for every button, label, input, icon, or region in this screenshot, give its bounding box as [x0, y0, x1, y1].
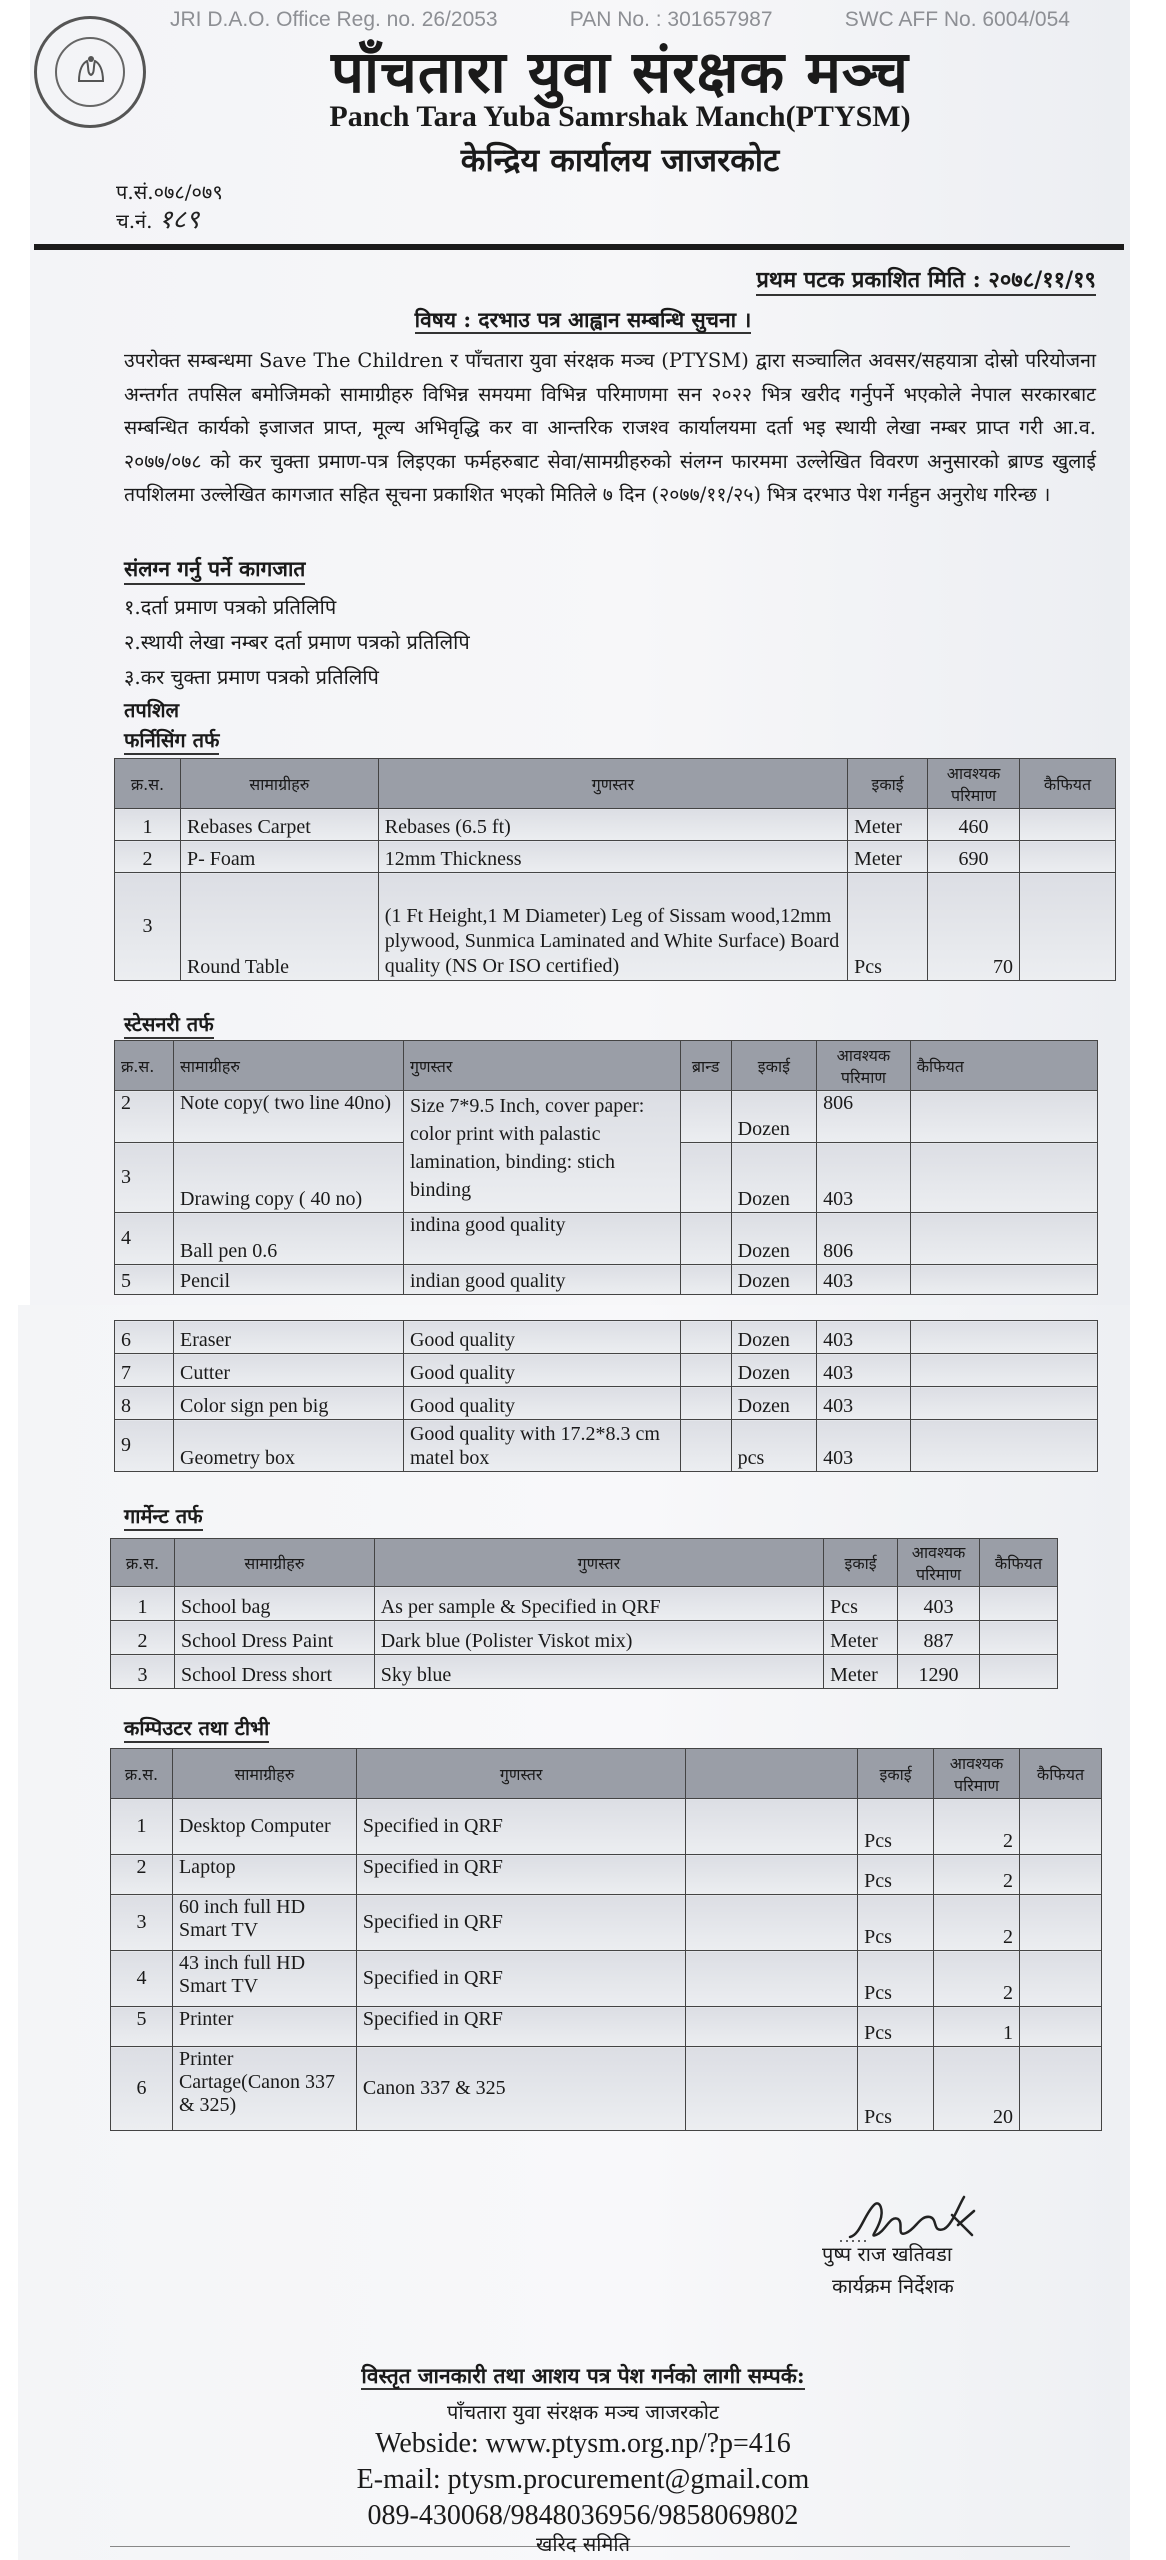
cell-sn: 2 [111, 1855, 173, 1895]
cell-brand [680, 1091, 731, 1143]
cell-qty: 403 [817, 1265, 911, 1295]
table-row [115, 809, 1116, 841]
cell-quality: Dark blue (Polister Viskot mix) [374, 1621, 823, 1655]
col-item: सामाग्रीहरु [172, 1749, 356, 1799]
tapsil-label: तपशिल [124, 698, 180, 722]
cell-qty: 403 [817, 1321, 911, 1354]
cell-quality: Specified in QRF [356, 2007, 686, 2047]
col-unit: इकाई [858, 1749, 934, 1799]
notice-body: उपरोक्त सम्बन्धमा Save The Children र पाँचतारा युवा संरक्षक मञ्च (PTYSM) द्वारा सञ्चालित अवसर/सहयात्रा दोस्रो परियोजना अन्तर्गत तपसिल बमोजिमको सामाग्रीहरु विभिन्न समयमा विभिन्न परिमाणमा सन २०२२ भित्र खरीद गर्नुपर्ने भएकोले नेपाल सरकारबाट सम्बन्धित कार्यको इजाजत प्राप्त, मूल्य अभिवृद्धि कर वा आन्तरिक राजश्व कार्यालयमा दर्ता भइ स्थायी लेखा नम्बर प्राप्त गरी आ.व. २०७७/०७८ को कर चुक्ता प्रमाण-पत्र लिइएका फर्महरुबाट सेवा/सामग्रीहरुको संलग्न फारममा उल्लेखित विवरण अनुसारको ब्राण्ड खुलाई तपशिलमा उल्लेखित कागजात सहित सूचना प्रकाशित भएको मितिले ७ दिन (२०७७/११/२५) भित्र दरभाउ पेश गर्नहुन अनुरोध गरिन्छ । [124, 349, 1096, 506]
cell-qty: 2 [934, 1855, 1020, 1895]
table-header-row [111, 1539, 1058, 1587]
col-item: सामाग्रीहरु [174, 1539, 374, 1587]
table-row [115, 1213, 1098, 1265]
cell-remark [910, 1265, 1097, 1295]
cell-remark [1020, 1799, 1102, 1855]
cell-item: Printer [172, 2007, 356, 2047]
reg-office: JRI D.A.O. Office Reg. no. 26/2053 [170, 8, 498, 31]
cell-sn: 3 [115, 1143, 174, 1213]
cell-sn: 2 [115, 1091, 174, 1143]
cell-unit: Pcs [858, 1799, 934, 1855]
table-row [111, 1895, 1102, 1951]
cell-quality: As per sample & Specified in QRF [374, 1587, 823, 1621]
col-sn: क्र.स. [111, 1749, 173, 1799]
cell-remark [910, 1213, 1097, 1265]
cell-unit: Dozen [731, 1387, 816, 1420]
col-sn: क्र.स. [115, 1041, 174, 1091]
cell-sn: 6 [115, 1321, 174, 1354]
cell-qty: 403 [898, 1587, 980, 1621]
col-quality: गुणस्तर [403, 1041, 680, 1091]
cell-blank [686, 2007, 858, 2047]
pan-number: PAN No. : 301657987 [569, 8, 773, 31]
cell-qty: 403 [817, 1387, 911, 1420]
cell-unit: Pcs [858, 1855, 934, 1895]
table-header-row [115, 759, 1116, 809]
cell-blank [686, 1799, 858, 1855]
cell-quality: Specified in QRF [356, 1799, 686, 1855]
cell-item: P- Foam [180, 841, 378, 873]
cn-line [116, 206, 223, 235]
col-quality: गुणस्तर [374, 1539, 823, 1587]
cell-unit: Dozen [731, 1213, 816, 1265]
cell-remark [910, 1420, 1097, 1472]
cell-qty: 887 [898, 1621, 980, 1655]
signatory-name: पुष्प राज खतिवडा [822, 2242, 953, 2266]
cell-item: Note copy( two line 40no) [174, 1091, 404, 1143]
table-row [115, 1265, 1098, 1295]
cell-remark [1020, 1895, 1102, 1951]
swc-number: SWC AFF No. 6004/054 [844, 8, 1070, 31]
cell-qty: 70 [928, 873, 1020, 981]
cell-quality: Specified in QRF [356, 1951, 686, 2007]
cell-item: Eraser [174, 1321, 404, 1354]
cell-qty: 690 [928, 841, 1020, 873]
signatory-title: कार्यक्रम निर्देशक [832, 2274, 954, 2298]
cell-unit: Meter [824, 1621, 898, 1655]
table-row [115, 1354, 1098, 1387]
cell-item: School Dress Paint [174, 1621, 374, 1655]
cell-brand [680, 1213, 731, 1265]
cell-qty: 1 [934, 2007, 1020, 2047]
cell-sn: 3 [115, 873, 181, 981]
cell-qty: 2 [934, 1951, 1020, 2007]
col-blank [686, 1749, 858, 1799]
cell-brand [680, 1354, 731, 1387]
notice-subject [0, 306, 1166, 334]
cell-sn: 7 [115, 1354, 174, 1387]
cell-item: Printer Cartage(Canon 337 & 325) [172, 2047, 356, 2131]
reference-numbers [116, 178, 223, 235]
col-unit: इकाई [824, 1539, 898, 1587]
contact-phone: 089-430068/9848036956/9858069802 [367, 2500, 799, 2531]
subject-text: विषय : दरभाउ पत्र आह्वान सम्बन्धि सुचना । [414, 307, 752, 332]
ps-number: प.सं.०७८/०७९ [116, 180, 223, 204]
cell-sn: 3 [111, 1655, 175, 1689]
col-sn: क्र.स. [115, 759, 181, 809]
col-remark: कैफियत [1020, 759, 1116, 809]
cell-quality: Good quality [403, 1321, 680, 1354]
cell-brand [680, 1420, 731, 1472]
col-unit: इकाई [731, 1041, 816, 1091]
col-item: सामाग्रीहरु [174, 1041, 404, 1091]
col-quality: गुणस्तर [378, 759, 847, 809]
cell-item: Laptop [172, 1855, 356, 1895]
cell-sn: 1 [115, 809, 181, 841]
hands-icon [73, 53, 109, 89]
table-row [115, 1321, 1098, 1354]
cell-unit: Pcs [858, 1951, 934, 2007]
table-row [111, 1855, 1102, 1895]
cell-quality: indian good quality [403, 1265, 680, 1295]
table-row [115, 841, 1116, 873]
cell-sn: 5 [111, 2007, 173, 2047]
col-qty: आवश्यक परिमाण [817, 1041, 911, 1091]
cell-remark [910, 1387, 1097, 1420]
cell-item: Pencil [174, 1265, 404, 1295]
cell-quality: Good quality [403, 1387, 680, 1420]
cell-unit: Pcs [858, 2047, 934, 2131]
cell-sn: 2 [115, 841, 181, 873]
table-row [115, 1091, 1098, 1143]
cell-remark [980, 1621, 1058, 1655]
col-quality: गुणस्तर [356, 1749, 686, 1799]
organization-logo [34, 16, 146, 128]
cell-sn: 6 [111, 2047, 173, 2131]
cell-item: Drawing copy ( 40 no) [174, 1143, 404, 1213]
cell-qty: 806 [817, 1213, 911, 1265]
cell-unit: Meter [848, 809, 928, 841]
garment-label: गार्मेन्ट तर्फ [124, 1502, 203, 1531]
cell-brand [680, 1265, 731, 1295]
cell-sn: 4 [115, 1213, 174, 1265]
cell-sn: 4 [111, 1951, 173, 2007]
cell-sn: 1 [111, 1587, 175, 1621]
cell-remark [910, 1354, 1097, 1387]
table-row [111, 2047, 1102, 2131]
attachment-item: १.दर्ता प्रमाण पत्रको प्रतिलिपि [124, 595, 337, 619]
cell-qty: 403 [817, 1143, 911, 1213]
col-sn: क्र.स. [111, 1539, 175, 1587]
cell-item: Ball pen 0.6 [174, 1213, 404, 1265]
cell-sn: 3 [111, 1895, 173, 1951]
cell-unit: Dozen [731, 1143, 816, 1213]
cell-qty: 2 [934, 1895, 1020, 1951]
table-row [111, 1799, 1102, 1855]
contact-website: Webside: www.ptysm.org.np/?p=416 [375, 2428, 791, 2459]
col-qty: आवश्यक परिमाण [898, 1539, 980, 1587]
cell-item: Geometry box [174, 1420, 404, 1472]
furnishing-table [114, 758, 1116, 981]
cell-unit: Meter [824, 1655, 898, 1689]
cell-quality: Sky blue [374, 1655, 823, 1689]
contact-org: पाँचतारा युवा संरक्षक मञ्च जाजरकोट [447, 2400, 719, 2424]
table-row [115, 873, 1116, 981]
cell-quality: Rebases (6.5 ft) [378, 809, 847, 841]
cn-label: च.नं. [116, 209, 153, 233]
cell-sn: 2 [111, 1621, 175, 1655]
cell-unit: Pcs [848, 873, 928, 981]
contact-heading [0, 2362, 1166, 2390]
cell-item: School bag [174, 1587, 374, 1621]
cell-remark [980, 1655, 1058, 1689]
cell-unit: Dozen [731, 1354, 816, 1387]
cell-remark [1020, 2007, 1102, 2047]
cell-remark [910, 1321, 1097, 1354]
cell-remark [910, 1091, 1097, 1143]
cell-quality: Specified in QRF [356, 1855, 686, 1895]
stationery-table [114, 1040, 1098, 1295]
cell-qty: 403 [817, 1420, 911, 1472]
table-row [111, 1655, 1058, 1689]
cell-item: 43 inch full HD Smart TV [172, 1951, 356, 2007]
computer-label: कम्पिउटर तथा टीभी [124, 1714, 269, 1743]
office-name: केन्द्रिय कार्यालय जाजरकोट [460, 141, 780, 179]
cell-unit: Dozen [731, 1265, 816, 1295]
col-remark: कैफियत [910, 1041, 1097, 1091]
col-remark: कैफियत [1020, 1749, 1102, 1799]
cell-sn: 9 [115, 1420, 174, 1472]
attachment-item: २.स्थायी लेखा नम्बर दर्ता प्रमाण पत्रको प्रतिलिपि [124, 630, 470, 654]
cell-blank [686, 1855, 858, 1895]
table-row [111, 2007, 1102, 2047]
table-row [111, 1621, 1058, 1655]
cell-quality: Canon 337 & 325 [356, 2047, 686, 2131]
stationery-table-continued [114, 1320, 1098, 1472]
cell-brand [680, 1321, 731, 1354]
cell-qty: 806 [817, 1091, 911, 1143]
cell-qty: 1290 [898, 1655, 980, 1689]
cell-qty: 2 [934, 1799, 1020, 1855]
table-row [111, 1951, 1102, 2007]
col-qty: आवश्यक परिमाण [928, 759, 1020, 809]
cell-sn: 5 [115, 1265, 174, 1295]
org-title-english: Panch Tara Yuba Samrshak Manch(PTYSM) [329, 100, 911, 133]
cell-sn: 8 [115, 1387, 174, 1420]
garment-table [110, 1538, 1058, 1689]
furnishing-label: फर्निसिंग तर्फ [124, 726, 219, 755]
cell-remark [1020, 809, 1116, 841]
registration-line [170, 8, 1070, 32]
table-header-row [115, 1041, 1098, 1091]
col-remark: कैफियत [980, 1539, 1058, 1587]
cell-item: Round Table [180, 873, 378, 981]
col-item: सामाग्रीहरु [180, 759, 378, 809]
cell-unit: Dozen [731, 1321, 816, 1354]
cell-quality: Good quality with 17.2*8.3 cm matel box [403, 1420, 680, 1472]
cell-remark [1020, 841, 1116, 873]
table-row [115, 1387, 1098, 1420]
cell-quality-merged: Size 7*9.5 Inch, cover paper: color print with palastic lamination, binding: stich binding [403, 1091, 680, 1213]
cell-quality: (1 Ft Height,1 M Diameter) Leg of Sissam wood,12mm plywood, Sunmica Laminated and White Surface) Board quality (NS Or ISO certified) [378, 873, 847, 981]
cell-unit: pcs [731, 1420, 816, 1472]
cell-unit: Dozen [731, 1091, 816, 1143]
org-title-nepali: पाँचतारा युवा संरक्षक मञ्च [331, 38, 909, 106]
stationery-label: स्टेसनरी तर्फ [124, 1010, 214, 1039]
cell-blank [686, 1895, 858, 1951]
publish-date: प्रथम पटक प्रकाशित मिति : २०७८/११/१९ [756, 264, 1096, 296]
col-qty: आवश्यक परिमाण [934, 1749, 1020, 1799]
cell-remark [1020, 1951, 1102, 2007]
cell-item: 60 inch full HD Smart TV [172, 1895, 356, 1951]
cell-qty: 460 [928, 809, 1020, 841]
cell-item: Cutter [174, 1354, 404, 1387]
cell-quality: 12mm Thickness [378, 841, 847, 873]
cell-unit: Pcs [824, 1587, 898, 1621]
cell-quality: indina good quality [403, 1213, 680, 1265]
table-row [115, 1420, 1098, 1472]
contact-heading-text: विस्तृत जानकारी तथा आशय पत्र पेश गर्नको लागी सम्पर्क: [361, 2363, 805, 2388]
cell-blank [686, 2047, 858, 2131]
cell-quality: Specified in QRF [356, 1895, 686, 1951]
cell-remark [1020, 873, 1116, 981]
computer-table [110, 1748, 1102, 2131]
cn-value: १८९ [158, 205, 200, 235]
col-unit: इकाई [848, 759, 928, 809]
cell-unit: Meter [848, 841, 928, 873]
cell-remark [980, 1587, 1058, 1621]
cell-qty: 20 [934, 2047, 1020, 2131]
purchase-committee: खरिद समिति [536, 2532, 630, 2556]
table-header-row [111, 1749, 1102, 1799]
cell-remark [910, 1143, 1097, 1213]
attachment-item: ३.कर चुक्ता प्रमाण पत्रको प्रतिलिपि [124, 665, 379, 689]
cell-blank [686, 1951, 858, 2007]
cell-remark [1020, 1855, 1102, 1895]
cell-unit: Pcs [858, 1895, 934, 1951]
cell-brand [680, 1143, 731, 1213]
cell-brand [680, 1387, 731, 1420]
contact-email: E-mail: ptysm.procurement@gmail.com [356, 2464, 810, 2495]
table-row [111, 1587, 1058, 1621]
attachments-list [124, 590, 470, 695]
header-divider [34, 244, 1124, 250]
cell-qty: 403 [817, 1354, 911, 1387]
cell-sn: 1 [111, 1799, 173, 1855]
cell-quality: Good quality [403, 1354, 680, 1387]
cell-item: Color sign pen big [174, 1387, 404, 1420]
cell-item: Rebases Carpet [180, 809, 378, 841]
cell-unit: Pcs [858, 2007, 934, 2047]
cell-item: School Dress short [174, 1655, 374, 1689]
col-brand: ब्रान्ड [680, 1041, 731, 1091]
cell-remark [1020, 2047, 1102, 2131]
cell-item: Desktop Computer [172, 1799, 356, 1855]
attachments-heading: संलग्न गर्नु पर्ने कागजात [124, 555, 305, 585]
